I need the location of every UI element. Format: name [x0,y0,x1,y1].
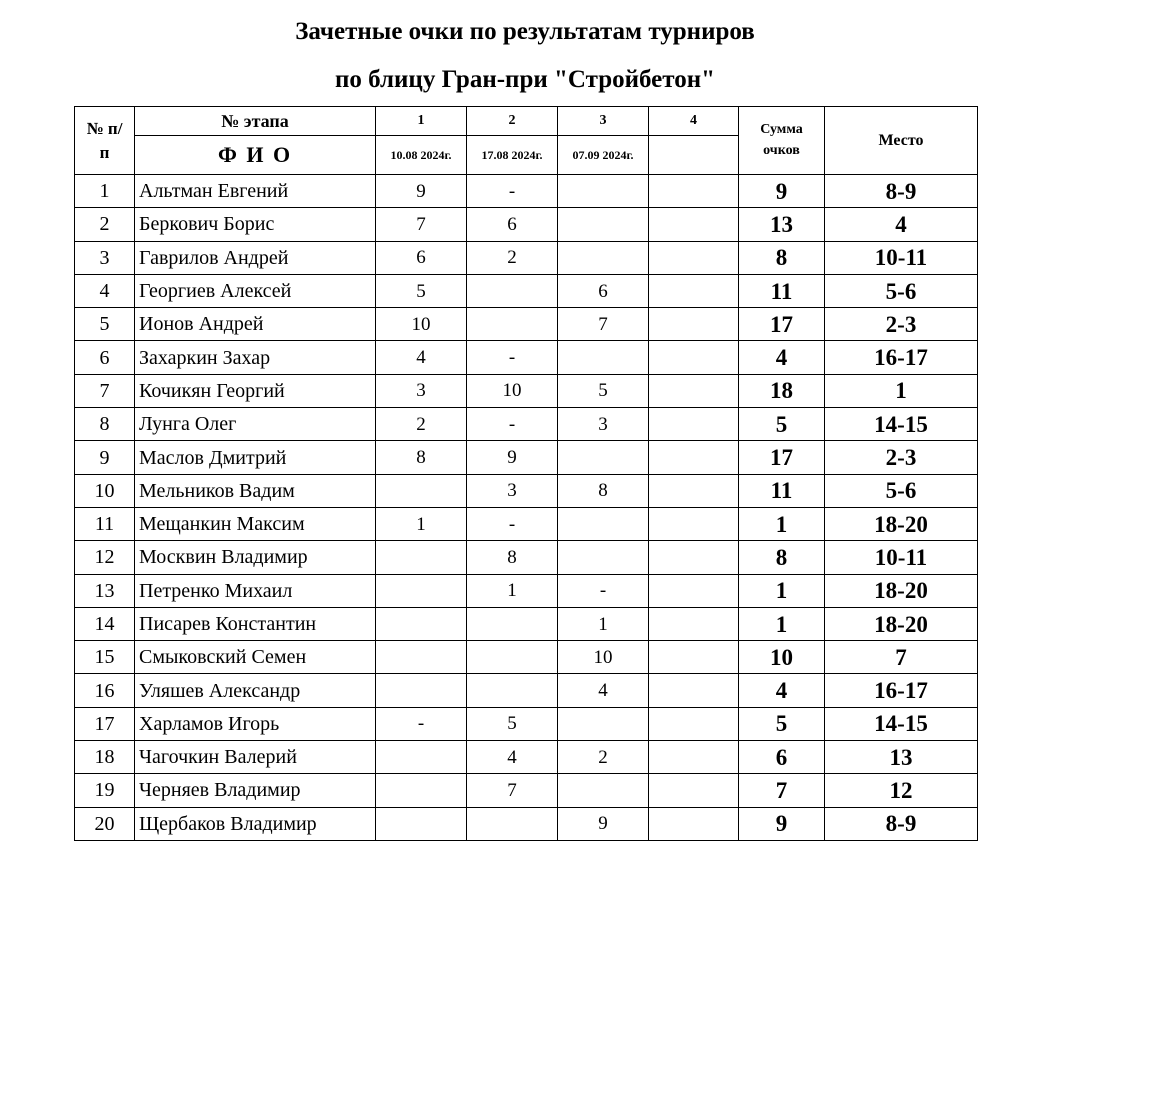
stage-4-score [649,341,739,374]
table-row [75,507,978,540]
table-row [75,408,978,441]
total-points: 1 [739,507,825,540]
player-name: Ионов Андрей [135,308,376,341]
row-number: 8 [75,408,135,441]
player-name: Москвин Владимир [135,541,376,574]
table-row [75,607,978,640]
player-name: Харламов Игорь [135,707,376,740]
row-number: 10 [75,474,135,507]
header-num-cell [75,107,135,175]
table-row [75,241,978,274]
row-number: 2 [75,208,135,241]
stage-3-score: 6 [558,274,649,307]
stage-1-score: 1 [376,507,467,540]
header-sum-label: Сумма очков [760,122,803,158]
stage-4-score [649,807,739,840]
row-number: 4 [75,274,135,307]
header-place-label: Место [825,107,978,175]
total-points: 13 [739,208,825,241]
place: 5-6 [825,274,978,307]
total-points: 5 [739,408,825,441]
place: 2-3 [825,441,978,474]
stage-2-score: 6 [467,208,558,241]
stage-2-score [467,274,558,307]
stage-2-score: - [467,175,558,208]
table-row [75,374,978,407]
stage-3-score [558,707,649,740]
stage-4-score [649,741,739,774]
stage-1-score: 6 [376,241,467,274]
table-row [75,474,978,507]
table-row [75,208,978,241]
stage-1-score: - [376,707,467,740]
row-number: 19 [75,774,135,807]
player-name: Мещанкин Максим [135,507,376,540]
total-points: 17 [739,441,825,474]
stage-3-score [558,175,649,208]
row-number: 9 [75,441,135,474]
place: 16-17 [825,341,978,374]
stage-1-score: 3 [376,374,467,407]
table-row [75,774,978,807]
stage-2-score [467,641,558,674]
stage-3-score [558,774,649,807]
stage-4-score [649,641,739,674]
stage-2-score: 10 [467,374,558,407]
place: 14-15 [825,707,978,740]
place: 7 [825,641,978,674]
stage-4-score [649,441,739,474]
row-number: 12 [75,541,135,574]
stage-3-score: 10 [558,641,649,674]
stage-1-score [376,807,467,840]
row-number: 5 [75,308,135,341]
row-number: 7 [75,374,135,407]
stage-4-score [649,674,739,707]
place: 14-15 [825,408,978,441]
stage-4-score [649,541,739,574]
table-row [75,674,978,707]
stage-1-score: 7 [376,208,467,241]
player-name: Писарев Константин [135,607,376,640]
total-points: 8 [739,541,825,574]
header-stage-date-3: 07.09 2024г. [558,136,649,175]
stage-2-score: 8 [467,541,558,574]
total-points: 1 [739,574,825,607]
table-row [75,441,978,474]
stage-1-score [376,774,467,807]
header-stage-number-1: 1 [376,107,467,136]
stage-1-score [376,474,467,507]
stage-3-score: 1 [558,607,649,640]
player-name: Чагочкин Валерий [135,741,376,774]
player-name: Смыковский Семен [135,641,376,674]
stage-1-score: 9 [376,175,467,208]
row-number: 15 [75,641,135,674]
stage-4-score [649,241,739,274]
document-title: Зачетные очки по результатам турниров [295,18,755,45]
player-name: Уляшев Александр [135,674,376,707]
stage-4-score [649,274,739,307]
stage-3-score: 8 [558,474,649,507]
stage-3-score [558,341,649,374]
stage-3-score: 4 [558,674,649,707]
total-points: 8 [739,241,825,274]
player-name: Петренко Михаил [135,574,376,607]
stage-4-score [649,607,739,640]
header-stage-date-1: 10.08 2024г. [376,136,467,175]
place: 2-3 [825,308,978,341]
stage-3-score [558,208,649,241]
stage-4-score [649,507,739,540]
header-stage-date-2: 17.08 2024г. [467,136,558,175]
stage-2-score [467,308,558,341]
row-number: 16 [75,674,135,707]
stage-4-score [649,574,739,607]
total-points: 6 [739,741,825,774]
stage-1-score [376,541,467,574]
total-points: 17 [739,308,825,341]
total-points: 18 [739,374,825,407]
stage-2-score: 7 [467,774,558,807]
player-name: Кочикян Георгий [135,374,376,407]
place: 16-17 [825,674,978,707]
total-points: 4 [739,674,825,707]
total-points: 9 [739,807,825,840]
stage-4-score [649,208,739,241]
place: 18-20 [825,507,978,540]
place: 18-20 [825,607,978,640]
stage-3-score [558,241,649,274]
place: 8-9 [825,807,978,840]
row-number: 14 [75,607,135,640]
row-number: 6 [75,341,135,374]
header-stage-number-4: 4 [649,107,739,136]
stage-1-score [376,641,467,674]
header-stage-label: № этапа [135,107,376,136]
header-num-label: № п/п [86,118,123,162]
player-name: Черняев Владимир [135,774,376,807]
row-number: 20 [75,807,135,840]
place: 10-11 [825,241,978,274]
stage-3-score: - [558,574,649,607]
stage-2-score: 1 [467,574,558,607]
stage-2-score: 9 [467,441,558,474]
header-sum-cell [739,107,825,175]
stage-4-score [649,774,739,807]
stage-2-score: - [467,507,558,540]
place: 18-20 [825,574,978,607]
stage-1-score [376,741,467,774]
stage-2-score: 2 [467,241,558,274]
stage-4-score [649,374,739,407]
total-points: 1 [739,607,825,640]
player-name: Беркович Борис [135,208,376,241]
stage-1-score [376,607,467,640]
total-points: 11 [739,474,825,507]
table-row [75,308,978,341]
stage-2-score: 4 [467,741,558,774]
stage-1-score: 8 [376,441,467,474]
player-name: Гаврилов Андрей [135,241,376,274]
stage-4-score [649,308,739,341]
stage-2-score [467,674,558,707]
place: 1 [825,374,978,407]
stage-1-score: 4 [376,341,467,374]
stage-4-score [649,175,739,208]
player-name: Маслов Дмитрий [135,441,376,474]
stage-3-score [558,507,649,540]
total-points: 5 [739,707,825,740]
stage-1-score: 10 [376,308,467,341]
row-number: 18 [75,741,135,774]
stage-3-score [558,441,649,474]
header-stage-date-4 [649,136,739,175]
row-number: 3 [75,241,135,274]
table-row [75,741,978,774]
table-row [75,274,978,307]
table-row [75,807,978,840]
table-row [75,574,978,607]
stage-1-score: 2 [376,408,467,441]
table-row [75,341,978,374]
total-points: 4 [739,341,825,374]
stage-4-score [649,408,739,441]
stage-4-score [649,707,739,740]
table-row [75,175,978,208]
stage-2-score [467,807,558,840]
row-number: 13 [75,574,135,607]
stage-3-score [558,541,649,574]
header-stage-number-3: 3 [558,107,649,136]
stage-3-score: 5 [558,374,649,407]
header-row-top [75,107,978,136]
stage-1-score: 5 [376,274,467,307]
player-name: Захаркин Захар [135,341,376,374]
stage-2-score [467,607,558,640]
stage-3-score: 9 [558,807,649,840]
row-number: 11 [75,507,135,540]
player-name: Щербаков Владимир [135,807,376,840]
stage-3-score: 3 [558,408,649,441]
place: 10-11 [825,541,978,574]
total-points: 9 [739,175,825,208]
total-points: 7 [739,774,825,807]
total-points: 10 [739,641,825,674]
table-row [75,541,978,574]
total-points: 11 [739,274,825,307]
stage-2-score: 3 [467,474,558,507]
header-stage-number-2: 2 [467,107,558,136]
stage-2-score: 5 [467,707,558,740]
header-fio-label: Ф И О [135,136,376,175]
stage-4-score [649,474,739,507]
row-number: 1 [75,175,135,208]
results-table [74,106,978,841]
table-row [75,641,978,674]
stage-2-score: - [467,341,558,374]
results-table-body [75,107,978,841]
place: 13 [825,741,978,774]
place: 8-9 [825,175,978,208]
stage-1-score [376,674,467,707]
stage-1-score [376,574,467,607]
player-name: Лунга Олег [135,408,376,441]
place: 5-6 [825,474,978,507]
row-number: 17 [75,707,135,740]
document-subtitle: по блицу Гран-при "Стройбетон" [334,66,716,93]
player-name: Мельников Вадим [135,474,376,507]
table-row [75,707,978,740]
player-name: Альтман Евгений [135,175,376,208]
stage-2-score: - [467,408,558,441]
player-name: Георгиев Алексей [135,274,376,307]
stage-3-score: 2 [558,741,649,774]
place: 12 [825,774,978,807]
stage-3-score: 7 [558,308,649,341]
place: 4 [825,208,978,241]
